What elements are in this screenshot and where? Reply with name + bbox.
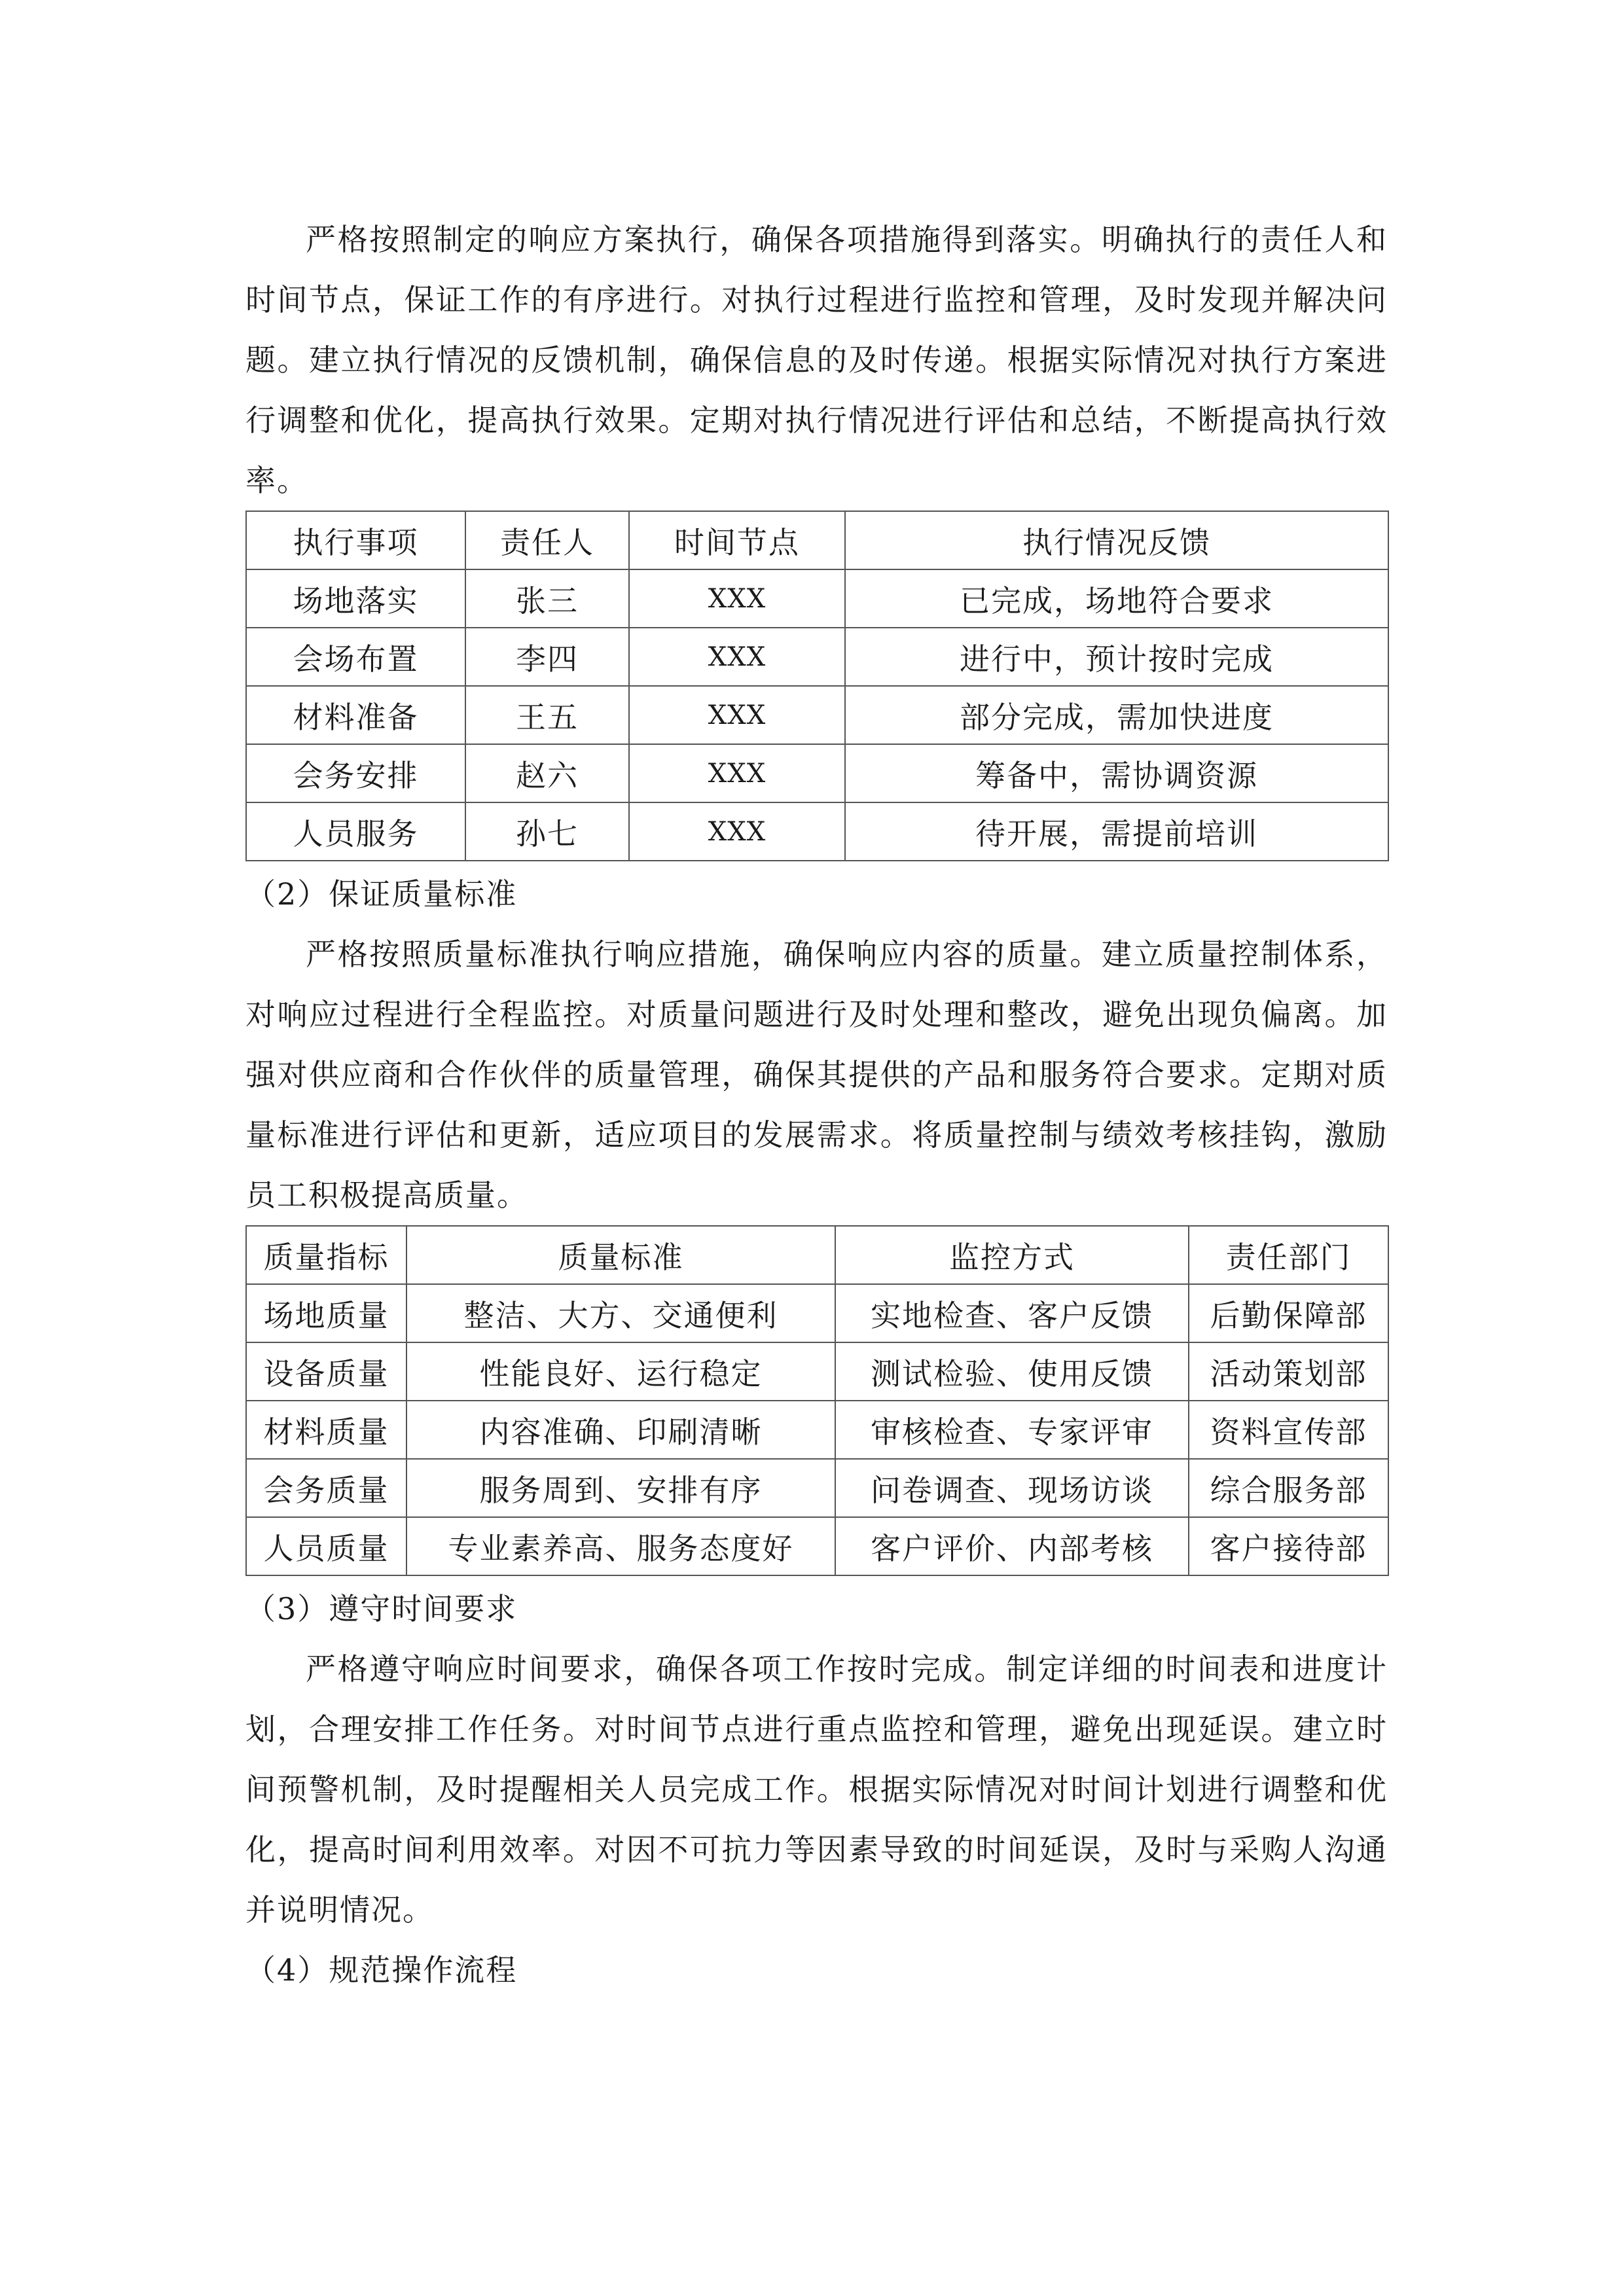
document-page [245,151,1388,2000]
header-cell: 质量指标 [246,1226,406,1284]
table-cell: 李四 [465,628,629,686]
table-cell: 服务周到、安排有序 [406,1459,835,1517]
table-cell: 已完成，场地符合要求 [845,569,1388,628]
header-cell: 时间节点 [629,511,845,569]
header-cell: 监控方式 [835,1226,1189,1284]
table-header-row [246,511,1388,569]
table-cell: 赵六 [465,744,629,802]
table-cell: 测试检验、使用反馈 [835,1342,1189,1401]
table-cell: XXX [629,744,845,802]
section-heading-time: （3）遵守时间要求 [245,1591,518,1626]
table-row [246,744,1388,802]
table-cell: 张三 [465,569,629,628]
table-cell: 综合服务部 [1189,1459,1388,1517]
table-cell: 设备质量 [246,1342,406,1401]
header-cell: 执行事项 [246,511,465,569]
table-cell: 人员质量 [246,1517,406,1575]
table-cell: 实地检查、客户反馈 [835,1284,1189,1342]
table-cell: 会务质量 [246,1459,406,1517]
table-cell: 场地落实 [246,569,465,628]
table-cell: 人员服务 [246,802,465,861]
section-heading-process: （4）规范操作流程 [245,1952,518,1988]
table-row [246,1517,1388,1575]
table-row [246,1284,1388,1342]
table-row [246,686,1388,744]
table-cell: 后勤保障部 [1189,1284,1388,1342]
section-heading-quality: （2）保证质量标准 [245,876,518,912]
table-cell: 待开展，需提前培训 [845,802,1388,861]
execution-paragraph: 严格按照制定的响应方案执行，确保各项措施得到落实。明确执行的责任人和时间节点，保证工作的有序进行。对执行过程进行监控和管理，及时发现并解决问题。建立执行情况的反馈机制，确保信息的及时传递。根据实际情况对执行方案进行调整和优化，提高执行效果。定期对执行情况进行评估和总结，不断提高执行效率。 [245,222,1388,498]
table-cell: XXX [629,686,845,744]
time-paragraph: 严格遵守响应时间要求，确保各项工作按时完成。制定详细的时间表和进度计划，合理安排工作任务。对时间节点进行重点监控和管理，避免出现延误。建立时间预警机制，及时提醒相关人员完成工作。根据实际情况对时间计划进行调整和优化，提高时间利用效率。对因不可抗力等因素导致的时间延误，及时与采购人沟通并说明情况。 [245,1651,1388,1928]
table-cell: 部分完成，需加快进度 [845,686,1388,744]
table-cell: 审核检查、专家评审 [835,1401,1189,1459]
table-cell: 材料质量 [246,1401,406,1459]
table-cell: 孙七 [465,802,629,861]
table-cell: 会场布置 [246,628,465,686]
table-row [246,569,1388,628]
table-cell: XXX [629,628,845,686]
table-cell: 场地质量 [246,1284,406,1342]
table-row [246,1401,1388,1459]
execution-table [245,511,1389,861]
table-cell: 客户评价、内部考核 [835,1517,1189,1575]
table-row [246,1459,1388,1517]
table-row [246,1342,1388,1401]
table-cell: 客户接待部 [1189,1517,1388,1575]
table-cell: 性能良好、运行稳定 [406,1342,835,1401]
quality-paragraph: 严格按照质量标准执行响应措施，确保响应内容的质量。建立质量控制体系，对响应过程进行全程监控。对质量问题进行及时处理和整改，避免出现负偏离。加强对供应商和合作伙伴的质量管理，确保其提供的产品和服务符合要求。定期对质量标准进行评估和更新，适应项目的发展需求。将质量控制与绩效考核挂钩，激励员工积极提高质量。 [245,937,1388,1213]
table-row [246,802,1388,861]
table-cell: 筹备中，需协调资源 [845,744,1388,802]
table-cell: 整洁、大方、交通便利 [406,1284,835,1342]
header-cell: 责任部门 [1189,1226,1388,1284]
header-cell: 责任人 [465,511,629,569]
table-cell: XXX [629,802,845,861]
table-cell: 活动策划部 [1189,1342,1388,1401]
table-cell: 进行中，预计按时完成 [845,628,1388,686]
table-row [246,628,1388,686]
table-header-row [246,1226,1388,1284]
table-cell: 会务安排 [246,744,465,802]
table-cell: 资料宣传部 [1189,1401,1388,1459]
table-cell: 专业素养高、服务态度好 [406,1517,835,1575]
header-cell: 质量标准 [406,1226,835,1284]
table-cell: 问卷调查、现场访谈 [835,1459,1189,1517]
table-cell: 王五 [465,686,629,744]
table-cell: XXX [629,569,845,628]
header-cell: 执行情况反馈 [845,511,1388,569]
quality-table [245,1225,1389,1576]
table-cell: 材料准备 [246,686,465,744]
table-cell: 内容准确、印刷清晰 [406,1401,835,1459]
